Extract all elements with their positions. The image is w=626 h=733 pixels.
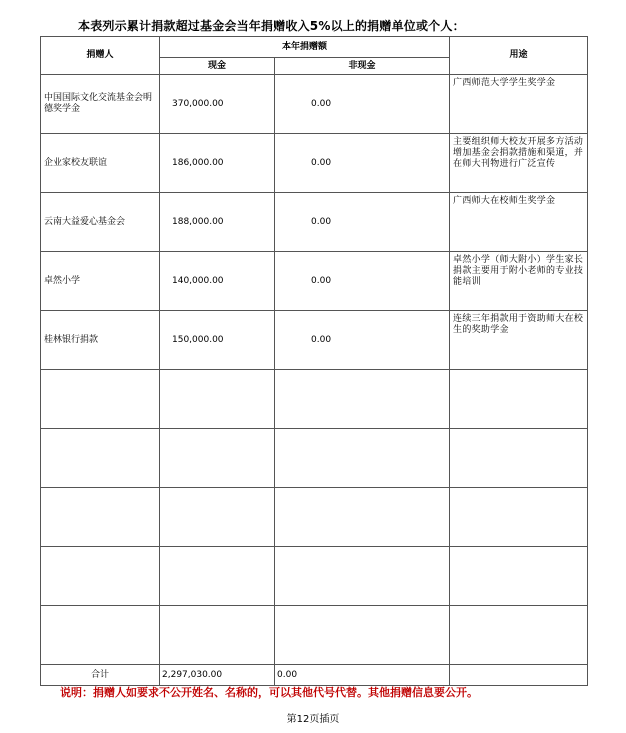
purpose-cell (450, 429, 588, 488)
donation-table (40, 36, 588, 686)
noncash-cell (275, 606, 450, 665)
cash-cell: 370,000.00 (160, 75, 275, 134)
cash-cell (160, 606, 275, 665)
donor-cell (41, 370, 160, 429)
noncash-cell: 0.00 (275, 311, 450, 370)
donor-cell (41, 429, 160, 488)
header-purpose: 用途 (450, 37, 588, 75)
table-row (41, 75, 588, 134)
total-label: 合计 (41, 665, 160, 686)
purpose-cell (450, 370, 588, 429)
header-cash: 现金 (160, 58, 275, 75)
cash-cell (160, 547, 275, 606)
noncash-cell (275, 488, 450, 547)
table-row (41, 370, 588, 429)
purpose-cell: 连续三年捐款用于资助师大在校生的奖助学金 (450, 311, 588, 370)
purpose-cell: 广西师范大学学生奖学金 (450, 75, 588, 134)
table-row (41, 193, 588, 252)
header-donor: 捐赠人 (41, 37, 160, 75)
cash-cell: 188,000.00 (160, 193, 275, 252)
noncash-cell: 0.00 (275, 252, 450, 311)
purpose-cell (450, 547, 588, 606)
page-number: 第12页插页 (286, 714, 340, 725)
table-row (41, 547, 588, 606)
table-row (41, 488, 588, 547)
purpose-cell: 卓然小学（师大附小）学生家长捐款主要用于附小老师的专业技能培训 (450, 252, 588, 311)
purpose-cell: 主要组织师大校友开展多方活动增加基金会捐款措施和渠道，并在师大刊物进行广泛宣传 (450, 134, 588, 193)
cash-cell: 150,000.00 (160, 311, 275, 370)
donor-cell: 云南大益爱心基金会 (41, 193, 160, 252)
noncash-cell: 0.00 (275, 193, 450, 252)
cash-cell (160, 488, 275, 547)
cash-cell (160, 370, 275, 429)
header-year-amount: 本年捐赠额 (160, 37, 450, 58)
noncash-cell: 0.00 (275, 75, 450, 134)
total-cash: 2,297,030.00 (160, 665, 275, 686)
intro-text: 本表列示累计捐款超过基金会当年捐赠收入5%以上的捐赠单位或个人： (78, 19, 465, 33)
cash-cell: 186,000.00 (160, 134, 275, 193)
total-noncash: 0.00 (275, 665, 450, 686)
purpose-cell (450, 606, 588, 665)
cash-cell (160, 429, 275, 488)
donor-cell (41, 488, 160, 547)
footnote: 说明：捐赠人如要求不公开姓名、名称的，可以其他代号代替。其他捐赠信息要公开。 (60, 686, 478, 699)
table-row (41, 252, 588, 311)
purpose-cell (450, 488, 588, 547)
donor-cell (41, 547, 160, 606)
donor-cell: 中国国际文化交流基金会明德奖学金 (41, 75, 160, 134)
noncash-cell (275, 547, 450, 606)
table-row (41, 311, 588, 370)
total-purpose (450, 665, 588, 686)
total-row (41, 665, 588, 686)
purpose-cell: 广西师大在校师生奖学金 (450, 193, 588, 252)
donor-cell: 桂林银行捐款 (41, 311, 160, 370)
donor-cell (41, 606, 160, 665)
header-noncash: 非现金 (275, 58, 450, 75)
table-row (41, 429, 588, 488)
noncash-cell (275, 370, 450, 429)
table-row (41, 606, 588, 665)
noncash-cell (275, 429, 450, 488)
noncash-cell: 0.00 (275, 134, 450, 193)
donor-cell: 企业家校友联谊 (41, 134, 160, 193)
donor-cell: 卓然小学 (41, 252, 160, 311)
cash-cell: 140,000.00 (160, 252, 275, 311)
table-row (41, 134, 588, 193)
